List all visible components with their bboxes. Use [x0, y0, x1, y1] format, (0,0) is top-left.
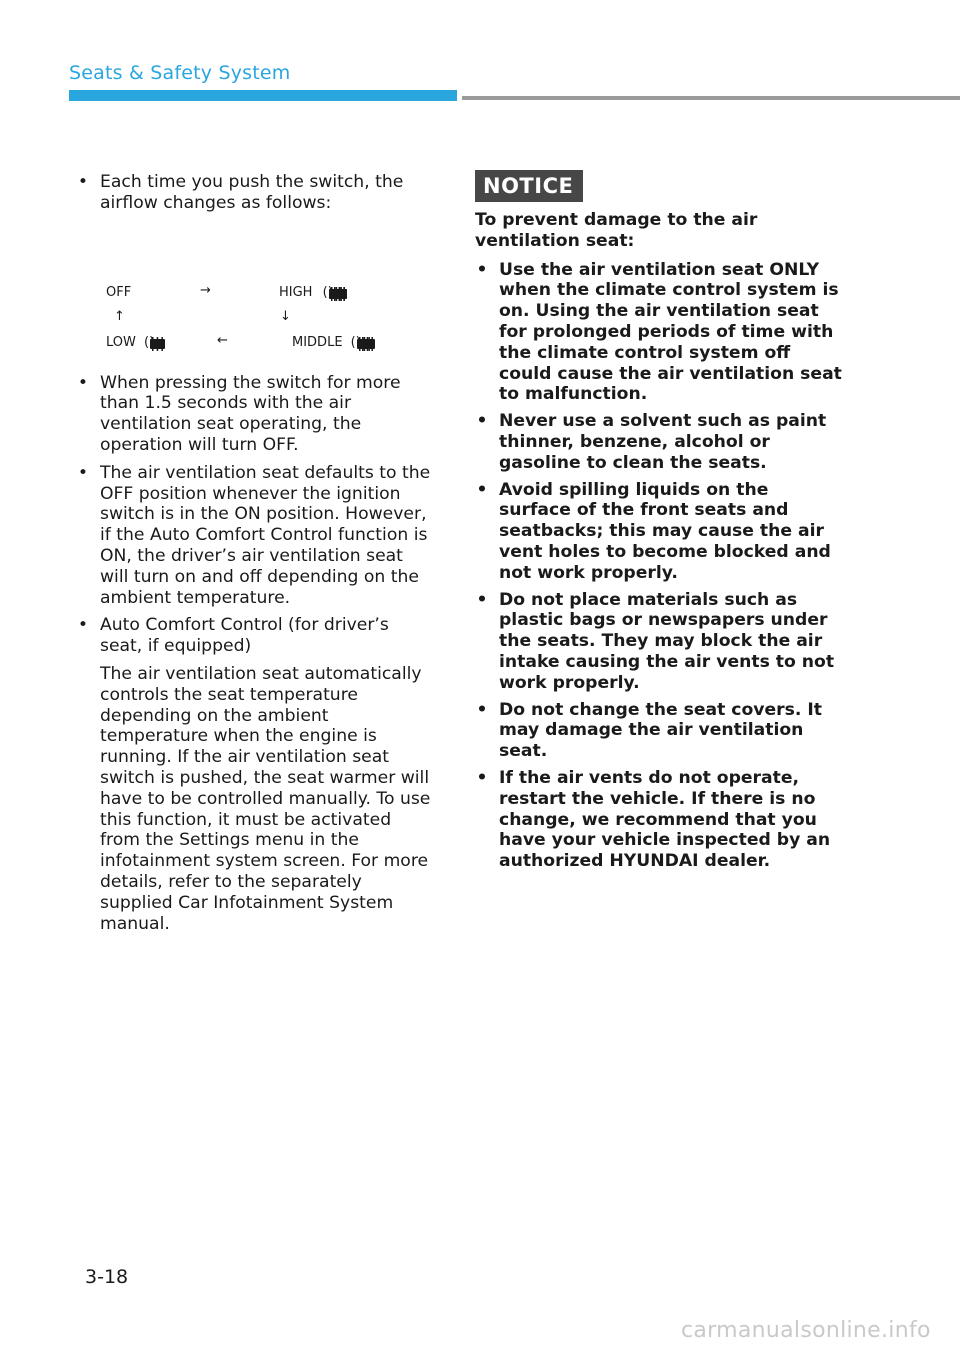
- flow-high-label: HIGH: [279, 284, 313, 300]
- notice-text: Do not change the seat covers. It may damage the air ventilation seat.: [499, 699, 822, 762]
- left-bullet-list: [76, 172, 436, 214]
- notice-intro: To prevent damage to the air ventilation seat:: [475, 210, 758, 251]
- bullet-dot: •: [476, 479, 488, 500]
- flow-low: [106, 335, 154, 350]
- bullet-text: Each time you push the switch, the airflow changes as follows:: [100, 172, 404, 213]
- arrow-down-icon: ↓: [280, 308, 291, 324]
- header-rule-gray: [462, 96, 960, 100]
- list-item: [76, 615, 436, 934]
- header-rule-accent: [69, 90, 457, 101]
- arrow-left-icon: ←: [217, 332, 228, 348]
- bullet-dot: •: [476, 411, 488, 432]
- bullet-dot: •: [476, 589, 488, 610]
- notice-list: [475, 260, 843, 872]
- flow-off-label: OFF: [106, 284, 132, 300]
- notice-text: If the air vents do not operate, restart the vehicle. If there is no change, we recommend that you have your vehicle inspected by an authorized HYUNDAI dealer.: [499, 767, 831, 872]
- flow-high: [279, 285, 333, 300]
- bullet-text: Auto Comfort Control (for driver’s seat, if equipped): [100, 615, 389, 657]
- vent-level-icon: [149, 335, 166, 352]
- watermark: carmanualsonline.info: [681, 1318, 931, 1343]
- left-bullet-list-2: [76, 373, 436, 935]
- notice-badge: NOTICE: [475, 170, 583, 202]
- section-title: Seats & Safety System: [69, 62, 291, 84]
- notice-text: Never use a solvent such as paint thinner, benzene, alcohol or gasoline to clean the seats.: [499, 411, 827, 473]
- list-item: [475, 480, 843, 584]
- notice-text: Use the air ventilation seat ONLY when the climate control system is on. Using the air ventilation seat for prolonged periods of time with the climate control system off could cause the air ventilation seat to malfunction.: [499, 259, 842, 405]
- bullet-dot: •: [476, 259, 488, 280]
- bullet-dot: •: [77, 615, 89, 636]
- bullet-dot: •: [77, 372, 89, 393]
- notice-box: [475, 170, 843, 878]
- page-number: 3-18: [85, 1266, 129, 1288]
- paren-open: (: [144, 334, 150, 350]
- list-item: [475, 411, 843, 473]
- flow-middle-label: MIDDLE: [292, 334, 343, 350]
- vent-level-icon: [331, 285, 348, 302]
- list-item: [76, 373, 436, 456]
- bullet-dot: •: [77, 172, 89, 192]
- arrow-right-icon: →: [200, 282, 211, 298]
- arrow-up-icon: ↑: [114, 308, 125, 324]
- list-item: [475, 260, 843, 406]
- airflow-sequence: [76, 221, 436, 350]
- bullet-dot: •: [476, 767, 488, 788]
- list-item: [475, 768, 843, 872]
- bullet-dot: •: [77, 462, 89, 483]
- bullet-text: The air ventilation seat defaults to the OFF position whenever the ignition switch is in the ON position. However, if the Auto Comfort Control function is ON, the driver’s air ventilation seat will turn on and off depending on the ambient temperature.: [100, 462, 431, 608]
- list-item: [76, 172, 436, 214]
- flow-low-label: LOW: [106, 334, 136, 350]
- notice-text: Avoid spilling liquids on the surface of the front seats and seatbacks; this may cause the air vent holes to become blocked and not work properly.: [499, 479, 831, 583]
- list-item: [475, 700, 843, 762]
- notice-text: Do not place materials such as plastic bags or newspapers under the seats. They may block the air intake causing the air vents to not work properly.: [499, 589, 835, 693]
- bullet-text: When pressing the switch for more than 1.5 seconds with the air ventilation seat operating, the operation will turn OFF.: [100, 372, 401, 455]
- flow-middle: [292, 335, 361, 350]
- vent-level-icon: [359, 335, 376, 352]
- paren-open: (: [322, 284, 328, 300]
- paren-open: (: [350, 334, 356, 350]
- list-item: [76, 463, 436, 609]
- bullet-body-text: The air ventilation seat automatically controls the seat temperature depending on the ambient temperature when the engine is running. If the air ventilation seat switch is pushed, the seat warmer will have to be controlled manually. To use this function, it must be activated from the Settings menu in the infotainment system screen. For more details, refer to the separately supplied Car Infotainment System manual.: [100, 663, 431, 934]
- left-column: [76, 172, 436, 941]
- bullet-dot: •: [476, 699, 488, 720]
- list-item: [475, 590, 843, 694]
